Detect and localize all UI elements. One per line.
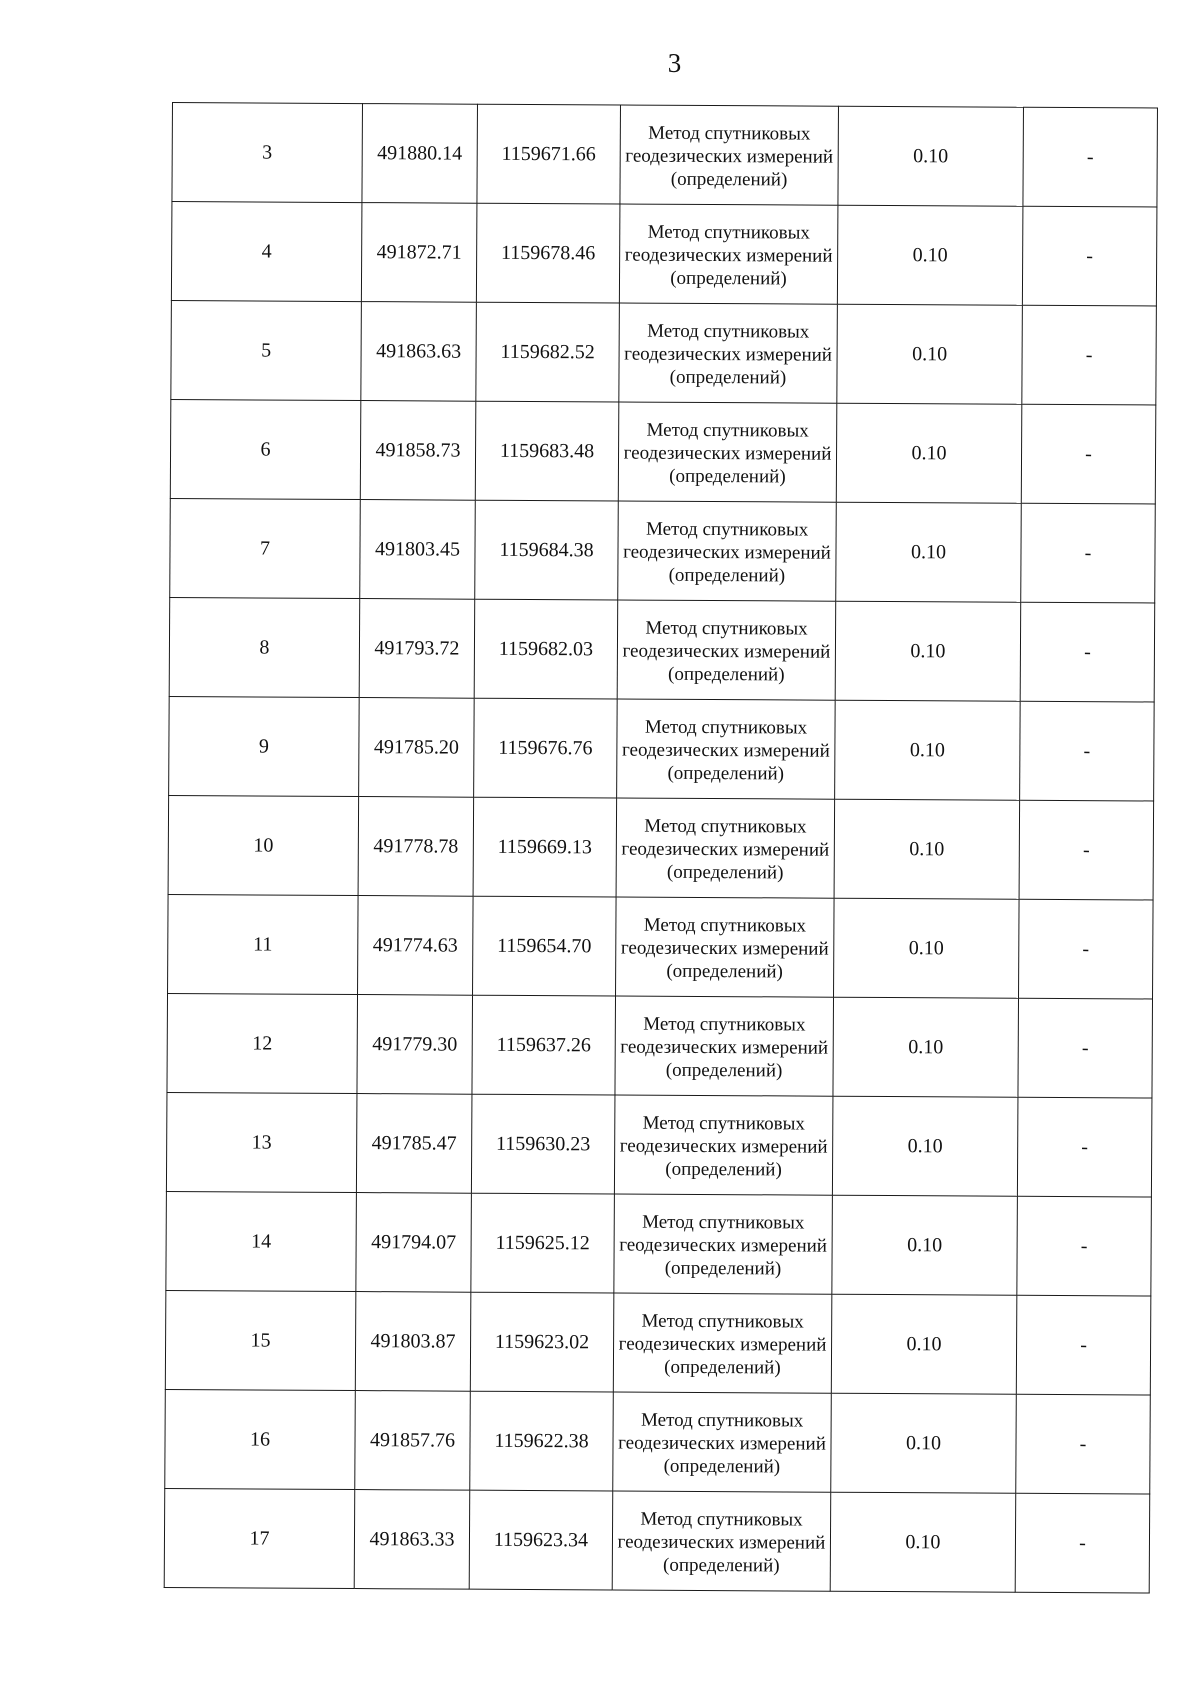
x-coordinate-cell: 491785.20 [359, 698, 475, 798]
y-coordinate-cell: 1159625.12 [471, 1193, 615, 1293]
note-cell: - [1023, 107, 1158, 207]
x-coordinate-cell: 491857.76 [355, 1391, 471, 1491]
y-coordinate-cell: 1159654.70 [473, 896, 617, 996]
table-row [167, 993, 1153, 1097]
accuracy-cell: 0.10 [837, 304, 1023, 404]
accuracy-cell: 0.10 [832, 1096, 1018, 1196]
note-cell: - [1020, 602, 1155, 702]
accuracy-cell: 0.10 [836, 502, 1022, 602]
point-number-cell: 14 [166, 1191, 357, 1291]
accuracy-cell: 0.10 [833, 997, 1019, 1097]
y-coordinate-cell: 1159622.38 [470, 1391, 614, 1491]
table-row [166, 1092, 1152, 1196]
point-number-cell: 10 [168, 795, 359, 895]
method-cell: Метод спутниковых геодезических измерений (определений) [619, 303, 838, 403]
accuracy-cell: 0.10 [838, 106, 1024, 206]
method-cell: Метод спутниковых геодезических измерений (определений) [614, 1194, 833, 1294]
point-number-cell: 16 [165, 1389, 356, 1489]
table-row [166, 1191, 1152, 1295]
note-cell: - [1020, 701, 1155, 801]
x-coordinate-cell: 491858.73 [360, 401, 476, 501]
note-cell: - [1019, 800, 1154, 900]
y-coordinate-cell: 1159682.03 [474, 599, 618, 699]
x-coordinate-cell: 491793.72 [359, 599, 475, 699]
accuracy-cell: 0.10 [835, 700, 1021, 800]
point-number-cell: 5 [171, 300, 362, 400]
note-cell: - [1022, 206, 1157, 306]
accuracy-cell: 0.10 [830, 1492, 1016, 1592]
method-cell: Метод спутниковых геодезических измерений (определений) [613, 1392, 832, 1492]
x-coordinate-cell: 491774.63 [358, 896, 474, 996]
x-coordinate-cell: 491779.30 [357, 995, 473, 1095]
method-cell: Метод спутниковых геодезических измерений (определений) [614, 1095, 833, 1195]
note-cell: - [1022, 305, 1157, 405]
note-cell: - [1018, 998, 1153, 1098]
x-coordinate-cell: 491778.78 [358, 797, 474, 897]
accuracy-cell: 0.10 [835, 601, 1021, 701]
y-coordinate-cell: 1159669.13 [473, 797, 617, 897]
method-cell: Метод спутниковых геодезических измерений (определений) [616, 897, 835, 997]
accuracy-cell: 0.10 [834, 898, 1020, 998]
accuracy-cell: 0.10 [836, 403, 1022, 503]
point-number-cell: 6 [170, 399, 361, 499]
note-cell: - [1019, 899, 1154, 999]
method-cell: Метод спутниковых геодезических измерений (определений) [616, 798, 835, 898]
y-coordinate-cell: 1159682.52 [476, 302, 620, 402]
method-cell: Метод спутниковых геодезических измерений (определений) [618, 402, 837, 502]
accuracy-cell: 0.10 [832, 1195, 1018, 1295]
table-row [169, 597, 1155, 701]
point-number-cell: 15 [165, 1290, 356, 1390]
method-cell: Метод спутниковых геодезических измерений (определений) [617, 699, 836, 799]
method-cell: Метод спутниковых геодезических измерений (определений) [619, 204, 838, 304]
note-cell: - [1016, 1295, 1151, 1395]
method-cell: Метод спутниковых геодезических измерений (определений) [617, 600, 836, 700]
accuracy-cell: 0.10 [837, 205, 1023, 305]
coordinates-table-sheet [164, 102, 1157, 1593]
x-coordinate-cell: 491785.47 [356, 1094, 472, 1194]
table-row [168, 795, 1154, 899]
y-coordinate-cell: 1159623.02 [470, 1292, 614, 1392]
table-row [165, 1389, 1151, 1493]
accuracy-cell: 0.10 [831, 1294, 1017, 1394]
point-number-cell: 8 [169, 597, 360, 697]
method-cell: Метод спутниковых геодезических измерений (определений) [620, 105, 839, 205]
y-coordinate-cell: 1159671.66 [477, 104, 621, 204]
y-coordinate-cell: 1159678.46 [476, 203, 620, 303]
x-coordinate-cell: 491880.14 [362, 104, 478, 204]
note-cell: - [1016, 1394, 1151, 1494]
point-number-cell: 13 [166, 1092, 357, 1192]
table-row [164, 1488, 1150, 1592]
table-row [172, 103, 1158, 207]
table-row [171, 300, 1157, 404]
accuracy-cell: 0.10 [831, 1393, 1017, 1493]
method-cell: Метод спутниковых геодезических измерений (определений) [613, 1293, 832, 1393]
accuracy-cell: 0.10 [834, 799, 1020, 899]
method-cell: Метод спутниковых геодезических измерений (определений) [618, 501, 837, 601]
note-cell: - [1017, 1097, 1152, 1197]
note-cell: - [1015, 1493, 1150, 1593]
point-number-cell: 17 [164, 1488, 355, 1588]
x-coordinate-cell: 491803.87 [355, 1292, 471, 1392]
table-row [169, 696, 1155, 800]
point-number-cell: 4 [171, 202, 362, 302]
table-row [165, 1290, 1151, 1394]
y-coordinate-cell: 1159683.48 [475, 401, 619, 501]
y-coordinate-cell: 1159676.76 [474, 698, 618, 798]
point-number-cell: 11 [168, 894, 359, 994]
point-number-cell: 9 [169, 696, 360, 796]
point-number-cell: 3 [172, 103, 363, 203]
x-coordinate-cell: 491863.63 [361, 302, 477, 402]
page-number: 3 [667, 48, 683, 78]
table-row [170, 498, 1156, 602]
coordinates-table [164, 102, 1158, 1593]
method-cell: Метод спутниковых геодезических измерений (определений) [612, 1491, 831, 1591]
point-number-cell: 7 [170, 498, 361, 598]
table-row [170, 399, 1156, 503]
x-coordinate-cell: 491872.71 [361, 203, 477, 303]
y-coordinate-cell: 1159684.38 [475, 500, 619, 600]
table-row [171, 202, 1157, 306]
point-number-cell: 12 [167, 993, 358, 1093]
y-coordinate-cell: 1159630.23 [471, 1094, 615, 1194]
note-cell: - [1021, 404, 1156, 504]
y-coordinate-cell: 1159637.26 [472, 995, 616, 1095]
table-row [168, 894, 1154, 998]
x-coordinate-cell: 491803.45 [360, 500, 476, 600]
note-cell: - [1017, 1196, 1152, 1296]
x-coordinate-cell: 491863.33 [354, 1490, 470, 1590]
x-coordinate-cell: 491794.07 [356, 1193, 472, 1293]
y-coordinate-cell: 1159623.34 [469, 1490, 613, 1590]
note-cell: - [1021, 503, 1156, 603]
method-cell: Метод спутниковых геодезических измерений (определений) [615, 996, 834, 1096]
